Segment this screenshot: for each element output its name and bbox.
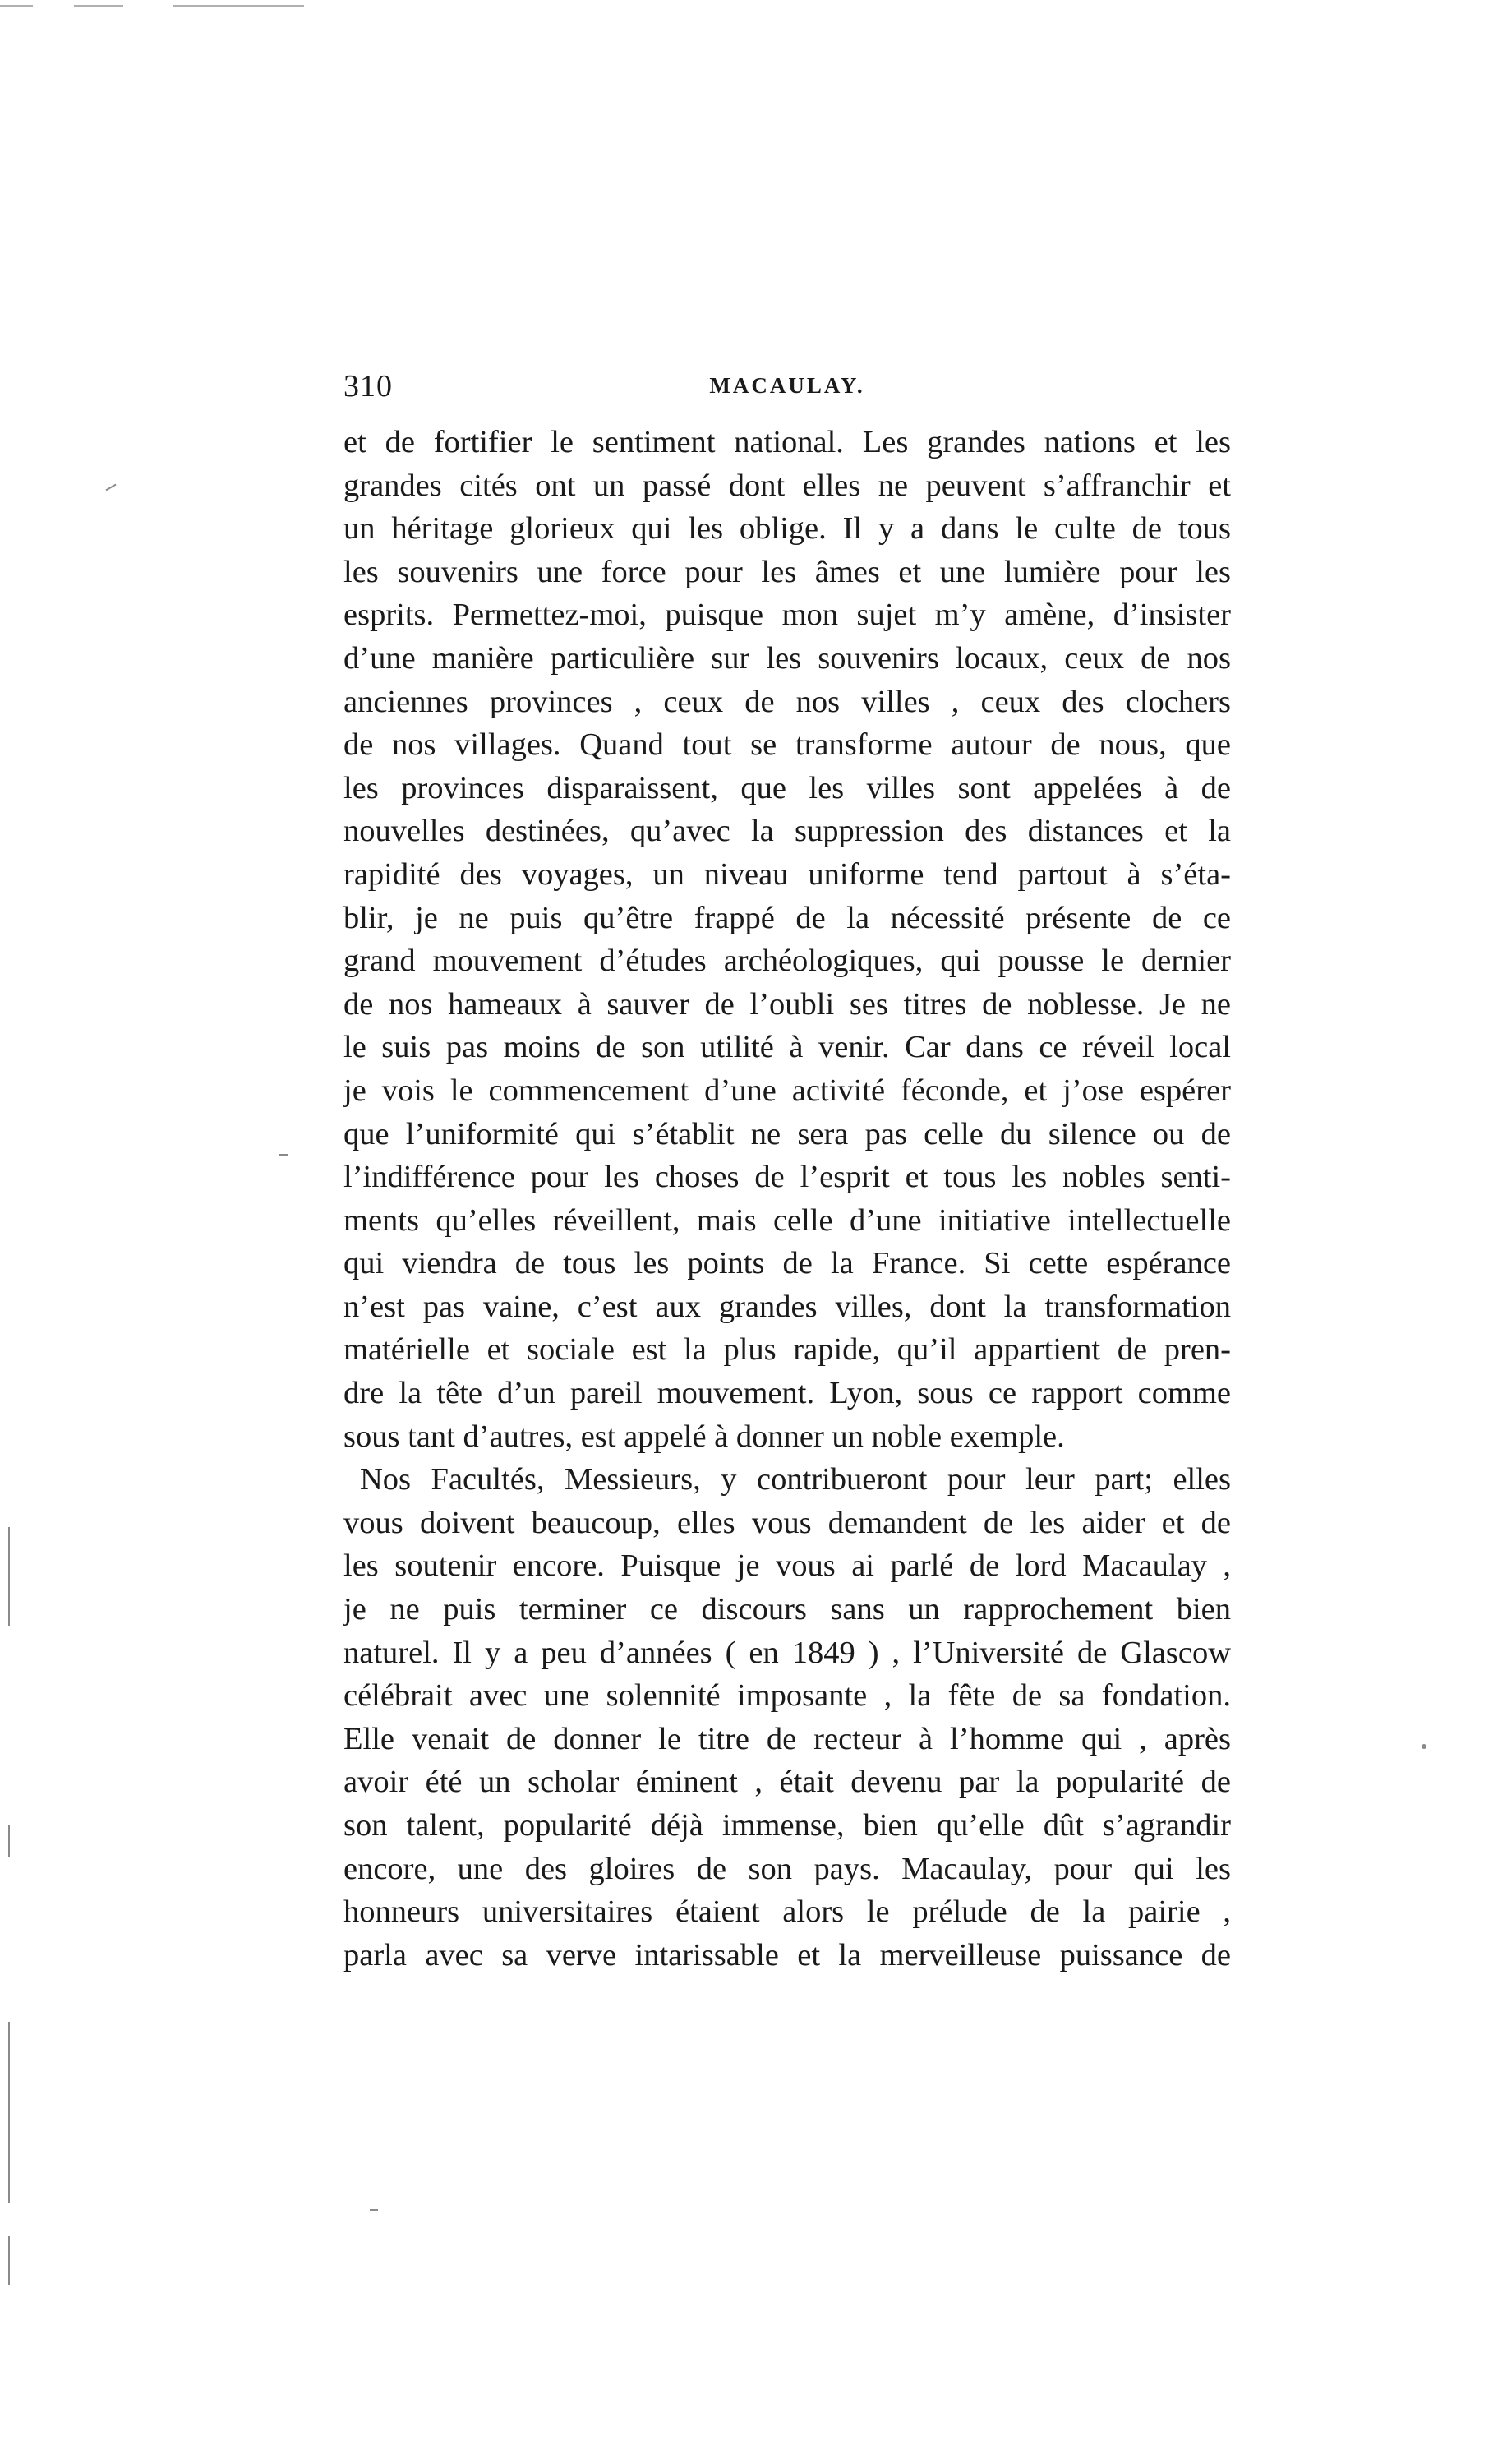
text-line: dre la tête d’un pareil mouvement. Lyon, sous ce rapport comme (343, 1376, 1231, 1411)
body-text (343, 421, 1231, 1977)
margin-speck (279, 1154, 288, 1156)
text-line: blir, je ne puis qu’être frappé de la nécessité présente de ce (343, 900, 1231, 935)
text-line: matérielle et sociale est la plus rapide, qu’il appartient de pren- (343, 1332, 1231, 1368)
text-line: qui viendra de tous les points de la France. Si cette espérance (343, 1246, 1231, 1281)
text-line: nouvelles destinées, qu’avec la suppression des distances et la (343, 814, 1231, 849)
text-line: grand mouvement d’études archéologiques, qui pousse le dernier (343, 944, 1231, 979)
text-line: Nos Facultés, Messieurs, y contribueront pour leur part; elles (360, 1462, 1231, 1497)
text-line: honneurs universitaires étaient alors le prélude de la pairie , (343, 1894, 1231, 1930)
top-edge-rule (0, 5, 33, 7)
text-line: l’indifférence pour les choses de l’esprit et tous les nobles senti- (343, 1160, 1231, 1195)
text-line: sous tant d’autres, est appelé à donner un noble exemple. (343, 1419, 1065, 1454)
paragraph (343, 421, 1231, 1458)
text-line: encore, une des gloires de son pays. Macaulay, pour qui les (343, 1851, 1231, 1886)
running-title: MACAULAY. (709, 373, 865, 398)
top-edge-rule (173, 5, 304, 7)
text-line: je ne puis terminer ce discours sans un rapprochement bien (343, 1592, 1231, 1627)
text-line: que l’uniformité qui s’établit ne sera pas celle du silence ou de (343, 1116, 1231, 1151)
text-line: rapidité des voyages, un niveau uniforme tend partout à s’éta- (343, 856, 1231, 892)
text-line: esprits. Permettez-moi, puisque mon sujet m’y amène, d’insister (343, 598, 1231, 633)
gutter-mark (8, 2022, 10, 2203)
text-line: les souvenirs une force pour les âmes et une lumière pour les (343, 554, 1231, 589)
gutter-mark (8, 1527, 10, 1626)
text-line: ments qu’elles réveillent, mais celle d’une initiative intellectuelle (343, 1202, 1231, 1238)
text-line: de nos villages. Quand tout se transforme autour de nous, que (343, 727, 1231, 763)
text-line: célébrait avec une solennité imposante , la fête de sa fondation. (343, 1678, 1231, 1714)
text-line: avoir été un scholar éminent , était devenu par la popularité de (343, 1765, 1231, 1800)
paragraph (343, 1458, 1231, 1977)
margin-speck (105, 484, 116, 491)
text-line: et de fortifier le sentiment national. Les grandes nations et les (343, 425, 1231, 459)
text-line: naturel. Il y a peu d’années ( en 1849 ) , l’Université de Glascow (343, 1635, 1231, 1670)
text-line: son talent, popularité déjà immense, bien qu’elle dût s’agrandir (343, 1808, 1231, 1843)
gutter-mark (8, 1825, 10, 1857)
text-line: vous doivent beaucoup, elles vous demandent de les aider et de (343, 1505, 1231, 1540)
margin-speck (370, 2209, 378, 2211)
page-number: 310 (343, 369, 393, 404)
margin-speck (1422, 1744, 1426, 1749)
text-line: d’une manière particulière sur les souvenirs locaux, ceux de nos (343, 640, 1231, 676)
text-line: anciennes provinces , ceux de nos villes , ceux des clochers (343, 684, 1231, 719)
text-line: de nos hameaux à sauver de l’oubli ses titres de noblesse. Je ne (343, 986, 1231, 1022)
gutter-mark (8, 2236, 10, 2285)
text-line: je vois le commencement d’une activité féconde, et j’ose espérer (343, 1073, 1231, 1108)
text-line: les soutenir encore. Puisque je vous ai parlé de lord Macaulay , (343, 1548, 1231, 1584)
text-line: un héritage glorieux qui les oblige. Il y a dans le culte de tous (343, 511, 1231, 547)
text-line: parla avec sa verve intarissable et la merveilleuse puissance de (343, 1937, 1231, 1973)
text-line: grandes cités ont un passé dont elles ne peuvent s’affranchir et (343, 468, 1231, 503)
text-line: Elle venait de donner le titre de recteur à l’homme qui , après (343, 1721, 1231, 1756)
top-edge-rule (74, 5, 123, 7)
text-line: le suis pas moins de son utilité à venir. Car dans ce réveil local (343, 1030, 1231, 1065)
text-line: les provinces disparaissent, que les villes sont appelées à de (343, 770, 1231, 805)
text-line: n’est pas vaine, c’est aux grandes villes, dont la transformation (343, 1289, 1231, 1324)
page-header (343, 368, 1231, 409)
